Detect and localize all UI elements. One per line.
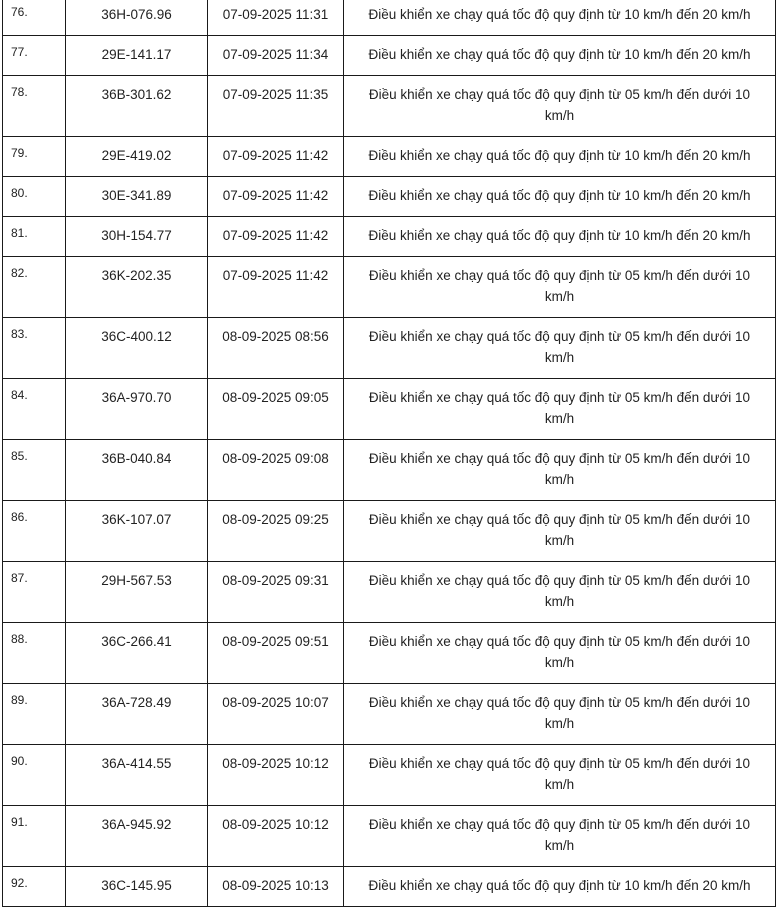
row-number: 85. [3,440,66,501]
violation-time: 08-09-2025 10:07 [208,684,344,745]
license-plate: 29E-141.17 [66,36,208,76]
row-number: 89. [3,684,66,745]
license-plate: 36A-414.55 [66,745,208,806]
license-plate: 36B-301.62 [66,76,208,137]
violation-description: Điều khiển xe chạy quá tốc độ quy định từ 10 km/h đến 20 km/h [344,217,776,257]
violation-description: Điều khiển xe chạy quá tốc độ quy định từ 05 km/h đến dưới 10 km/h [344,440,776,501]
license-plate: 29H-567.53 [66,562,208,623]
row-number: 77. [3,36,66,76]
violation-description: Điều khiển xe chạy quá tốc độ quy định từ 05 km/h đến dưới 10 km/h [344,379,776,440]
violation-description: Điều khiển xe chạy quá tốc độ quy định từ 05 km/h đến dưới 10 km/h [344,623,776,684]
violation-description: Điều khiển xe chạy quá tốc độ quy định từ 05 km/h đến dưới 10 km/h [344,501,776,562]
violation-time: 08-09-2025 10:13 [208,867,344,907]
violation-description: Điều khiển xe chạy quá tốc độ quy định từ 10 km/h đến 20 km/h [344,177,776,217]
row-number: 87. [3,562,66,623]
row-number: 92. [3,867,66,907]
row-number: 76. [3,0,66,36]
violation-time: 08-09-2025 09:25 [208,501,344,562]
table-row [3,36,776,76]
violations-table [2,0,776,907]
table-row [3,745,776,806]
row-number: 79. [3,137,66,177]
violation-time: 08-09-2025 08:56 [208,318,344,379]
violation-time: 07-09-2025 11:42 [208,257,344,318]
license-plate: 36A-945.92 [66,806,208,867]
license-plate: 36H-076.96 [66,0,208,36]
violation-time: 07-09-2025 11:31 [208,0,344,36]
license-plate: 29E-419.02 [66,137,208,177]
violation-time: 08-09-2025 09:31 [208,562,344,623]
violations-table-wrapper [2,0,775,907]
table-row [3,379,776,440]
license-plate: 36K-202.35 [66,257,208,318]
violation-description: Điều khiển xe chạy quá tốc độ quy định từ 10 km/h đến 20 km/h [344,0,776,36]
table-row [3,0,776,36]
row-number: 78. [3,76,66,137]
table-row [3,806,776,867]
row-number: 86. [3,501,66,562]
table-row [3,76,776,137]
row-number: 88. [3,623,66,684]
violation-time: 08-09-2025 09:05 [208,379,344,440]
license-plate: 36C-400.12 [66,318,208,379]
violation-description: Điều khiển xe chạy quá tốc độ quy định từ 10 km/h đến 20 km/h [344,36,776,76]
violation-time: 07-09-2025 11:34 [208,36,344,76]
violation-time: 07-09-2025 11:42 [208,137,344,177]
table-row [3,257,776,318]
table-row [3,501,776,562]
violation-time: 08-09-2025 09:51 [208,623,344,684]
violation-description: Điều khiển xe chạy quá tốc độ quy định từ 05 km/h đến dưới 10 km/h [344,806,776,867]
license-plate: 36B-040.84 [66,440,208,501]
table-row [3,177,776,217]
violation-time: 08-09-2025 10:12 [208,745,344,806]
table-row [3,217,776,257]
table-row [3,440,776,501]
license-plate: 30E-341.89 [66,177,208,217]
violation-description: Điều khiển xe chạy quá tốc độ quy định từ 05 km/h đến dưới 10 km/h [344,745,776,806]
license-plate: 36C-145.95 [66,867,208,907]
row-number: 82. [3,257,66,318]
license-plate: 30H-154.77 [66,217,208,257]
violation-time: 07-09-2025 11:42 [208,217,344,257]
row-number: 80. [3,177,66,217]
row-number: 91. [3,806,66,867]
row-number: 83. [3,318,66,379]
table-row [3,318,776,379]
violation-time: 07-09-2025 11:35 [208,76,344,137]
license-plate: 36C-266.41 [66,623,208,684]
license-plate: 36A-970.70 [66,379,208,440]
violation-time: 07-09-2025 11:42 [208,177,344,217]
table-row [3,684,776,745]
row-number: 81. [3,217,66,257]
license-plate: 36K-107.07 [66,501,208,562]
violation-time: 08-09-2025 10:12 [208,806,344,867]
table-row [3,137,776,177]
row-number: 90. [3,745,66,806]
violation-description: Điều khiển xe chạy quá tốc độ quy định từ 05 km/h đến dưới 10 km/h [344,318,776,379]
table-row [3,562,776,623]
row-number: 84. [3,379,66,440]
violation-time: 08-09-2025 09:08 [208,440,344,501]
table-row [3,623,776,684]
violation-description: Điều khiển xe chạy quá tốc độ quy định từ 05 km/h đến dưới 10 km/h [344,257,776,318]
violation-description: Điều khiển xe chạy quá tốc độ quy định từ 10 km/h đến 20 km/h [344,137,776,177]
violation-description: Điều khiển xe chạy quá tốc độ quy định từ 05 km/h đến dưới 10 km/h [344,76,776,137]
license-plate: 36A-728.49 [66,684,208,745]
table-row [3,867,776,907]
violation-description: Điều khiển xe chạy quá tốc độ quy định từ 05 km/h đến dưới 10 km/h [344,684,776,745]
violation-description: Điều khiển xe chạy quá tốc độ quy định từ 05 km/h đến dưới 10 km/h [344,562,776,623]
violation-description: Điều khiển xe chạy quá tốc độ quy định từ 10 km/h đến 20 km/h [344,867,776,907]
